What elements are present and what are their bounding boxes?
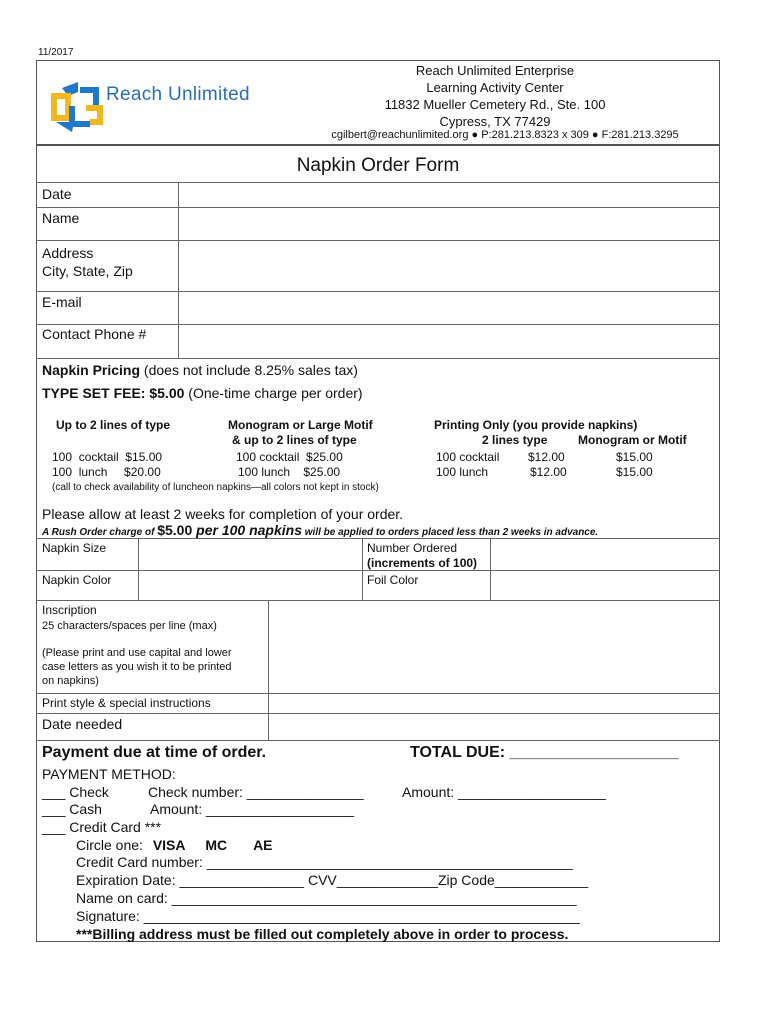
payment-due-text: Payment due at time of order. <box>42 744 267 761</box>
form-title: Napkin Order Form <box>296 155 460 176</box>
ae-option[interactable]: AE <box>253 837 273 853</box>
col2-title2: & up to 2 lines of type <box>232 433 357 447</box>
type-set-fee-bold: TYPE SET FEE: $5.00 <box>42 385 185 401</box>
print-note-3: on napkins) <box>42 675 99 687</box>
circle-one-row <box>76 837 273 853</box>
org-center: Learning Activity Center <box>426 80 564 95</box>
date-label: Date <box>42 186 72 202</box>
napkin-color-field[interactable] <box>140 571 360 599</box>
pricing-heading-bold: Napkin Pricing <box>42 362 141 378</box>
org-address: 11832 Mueller Cemetery Rd., Ste. 100 <box>384 97 606 112</box>
rush-allow-text: Please allow at least 2 weeks for completion of your order. <box>42 506 404 522</box>
print-style-label: Print style & special instructions <box>42 696 211 710</box>
chars-limit-note: 25 characters/spaces per line (max) <box>42 620 217 632</box>
phone-label: Contact Phone # <box>42 326 147 342</box>
col3-row2-label: 100 lunch <box>436 465 489 479</box>
inscription-field[interactable] <box>270 601 718 693</box>
email-field[interactable] <box>180 292 718 324</box>
col2-row1: 100 cocktail $25.00 <box>236 450 343 464</box>
rush-part4: will be applied to orders placed less than 2 weeks in advance. <box>301 527 599 538</box>
check-amount-field[interactable]: Amount: ___________________ <box>402 784 606 800</box>
col3-row2-b: $15.00 <box>616 465 653 479</box>
inscription-label-group <box>42 603 232 688</box>
napkin-size-label: Napkin Size <box>42 541 107 555</box>
print-note-1: (Please print and use capital and lower <box>42 647 232 659</box>
col1-row1: 100 cocktail $15.00 <box>52 450 163 464</box>
col3-title2b: Monogram or Motif <box>578 433 687 447</box>
name-on-card-field[interactable]: Name on card: ____________________________________________________ <box>76 890 577 906</box>
logo-mark-icon <box>46 78 106 136</box>
foil-color-field[interactable] <box>492 571 718 599</box>
col1-title: Up to 2 lines of type <box>56 418 171 432</box>
expiration-row[interactable]: Expiration Date: ________________ CVV_____________Zip Code____________ <box>76 872 589 888</box>
address-field[interactable] <box>180 241 718 291</box>
email-label: E-mail <box>42 294 82 310</box>
inscription-label: Inscription <box>42 603 97 617</box>
col2-row2: 100 lunch $25.00 <box>238 465 341 479</box>
mc-option[interactable]: MC <box>205 837 228 853</box>
logo-text: Reach Unlimited <box>106 84 250 105</box>
reach-unlimited-logo <box>46 78 106 136</box>
col3-row1-b: $15.00 <box>616 450 653 464</box>
org-city: Cypress, TX 77429 <box>439 114 551 129</box>
cash-option[interactable]: ___ Cash <box>42 801 102 817</box>
increments-text: (increments of 100) <box>367 556 478 570</box>
date-needed-field[interactable] <box>270 714 718 739</box>
col3-row2-a: $12.00 <box>530 465 567 479</box>
napkin-size-field[interactable] <box>140 539 360 569</box>
credit-card-option[interactable]: ___ Credit Card *** <box>42 819 162 835</box>
print-style-field[interactable] <box>270 694 718 712</box>
rush-part2: $5.00 <box>157 522 193 538</box>
col1-row2: 100 lunch $20.00 <box>52 465 161 479</box>
phone-field[interactable] <box>180 325 718 357</box>
pricing-heading <box>42 362 358 378</box>
col3-title1: Printing Only (you provide napkins) <box>434 418 638 432</box>
payment-method-label: PAYMENT METHOD: <box>42 766 176 782</box>
org-contact: cgilbert@reachunlimited.org ● P:281.213.8323 x 309 ● F:281.213.3295 <box>331 129 679 141</box>
napkin-color-label: Napkin Color <box>42 573 112 587</box>
cc-number-field[interactable]: Credit Card number: _______________________________________________ <box>76 854 573 870</box>
document-date: 11/2017 <box>38 47 74 58</box>
type-set-fee <box>42 385 363 401</box>
rush-part1: A Rush Order charge of <box>42 527 158 538</box>
number-ordered-field[interactable] <box>492 539 718 569</box>
address-label-line: Address <box>42 245 94 261</box>
check-option[interactable]: ___ Check <box>42 784 109 800</box>
col3-row1-label: 100 cocktail <box>436 450 500 464</box>
rush-part3: per 100 napkins <box>192 522 302 538</box>
col3-title2a: 2 lines type <box>482 433 548 447</box>
pricing-note: (call to check availability of luncheon napkins—all colors not kept in stock) <box>52 482 379 493</box>
billing-note: ***Billing address must be filled out completely above in order to process. <box>76 926 569 942</box>
pricing-heading-rest: (does not include 8.25% sales tax) <box>140 362 358 378</box>
org-name: Reach Unlimited Enterprise <box>415 63 575 78</box>
org-info <box>320 62 670 130</box>
date-needed-label: Date needed <box>42 716 123 732</box>
check-number-field[interactable]: Check number: _______________ <box>148 784 364 800</box>
date-field[interactable] <box>180 183 718 207</box>
name-field[interactable] <box>180 208 718 240</box>
signature-field[interactable]: Signature: ________________________________________________________ <box>76 908 580 924</box>
total-due: TOTAL DUE: ___________________ <box>410 744 679 761</box>
foil-color-label: Foil Color <box>367 573 419 587</box>
city-state-zip-label: City, State, Zip <box>42 263 133 279</box>
cash-amount-field[interactable]: Amount: ___________________ <box>150 801 354 817</box>
address-label <box>42 244 133 280</box>
visa-option[interactable]: VISA <box>152 837 186 853</box>
circle-one-label: Circle one: <box>76 837 143 853</box>
number-ordered-label <box>367 541 477 571</box>
col2-title1: Monogram or Large Motif <box>228 418 373 432</box>
type-set-fee-rest: (One-time charge per order) <box>184 385 363 401</box>
print-note-2: case letters as you wish it to be printed <box>42 661 232 673</box>
col3-row1-a: $12.00 <box>528 450 565 464</box>
number-ordered-text: Number Ordered <box>367 541 458 555</box>
name-label: Name <box>42 210 80 226</box>
